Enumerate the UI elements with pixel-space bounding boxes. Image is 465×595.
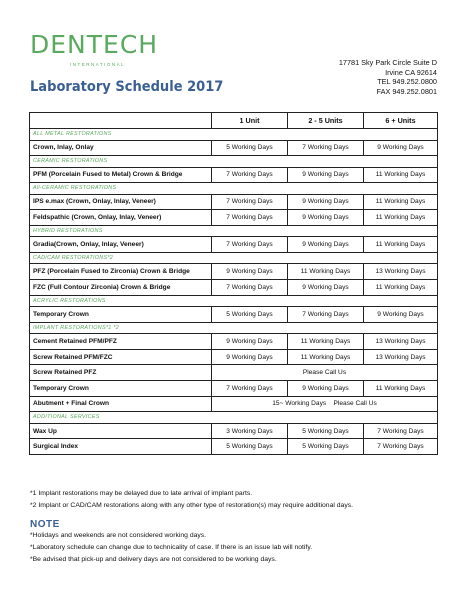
turnaround-cell: 3 Working Days [212, 423, 288, 439]
turnaround-cell: 7 Working Days [212, 210, 288, 226]
category-label: IMPLANT RESTORATIONS*1 *2 [30, 322, 438, 334]
footnote-1: *1 Implant restorations may be delayed due to late arrival of implant parts. [30, 490, 253, 497]
turnaround-cell: 13 Working Days [364, 334, 438, 350]
table-row [30, 167, 438, 183]
turnaround-cell: 11 Working Days [364, 194, 438, 210]
header-cell: 2 - 5 Units [288, 113, 364, 129]
service-name: PFM (Porcelain Fused to Metal) Crown & Bridge [30, 167, 212, 183]
category-label: ADDITIONAL SERVICES [30, 412, 438, 424]
category-label: ACRYLIC RESTORATIONS [30, 295, 438, 307]
footnote-2: *2 Implant or CAD/CAM restorations along with any other type of restoration(s) may require additional days. [30, 502, 354, 509]
service-name: Temporary Crown [30, 307, 212, 323]
table-row [30, 396, 438, 412]
service-name: Abutment + Final Crown [30, 396, 212, 412]
turnaround-cell: 11 Working Days [288, 349, 364, 365]
header-row [30, 113, 438, 129]
turnaround-cell: 9 Working Days [288, 167, 364, 183]
address-fax: FAX 949.252.0801 [376, 86, 437, 96]
note-heading: NOTE [30, 519, 60, 530]
category-label: ALL METAL RESTORATIONS [30, 129, 438, 141]
table-row [30, 210, 438, 226]
service-name: Crown, Inlay, Onlay [30, 140, 212, 156]
address-line: 17781 Sky Park Circle Suite D [338, 58, 437, 67]
service-name: Temporary Crown [30, 381, 212, 397]
turnaround-cell: 7 Working Days [212, 280, 288, 296]
dentech-logo [30, 30, 159, 78]
address-tel: TEL 949.252.0800 [377, 77, 437, 86]
category-row [30, 129, 438, 141]
turnaround-cell: 11 Working Days [364, 167, 438, 183]
turnaround-cell: 9 Working Days [288, 237, 364, 253]
table-row [30, 439, 438, 455]
table-row [30, 194, 438, 210]
category-label: CAD/CAM RESTORATIONS*2 [30, 252, 438, 264]
service-name: Gradia(Crown, Onlay, Inlay, Veneer) [30, 237, 212, 253]
turnaround-cell: 7 Working Days [364, 439, 438, 455]
turnaround-cell: 9 Working Days [288, 194, 364, 210]
turnaround-cell: 5 Working Days [288, 439, 364, 455]
turnaround-cell: 11 Working Days [288, 264, 364, 280]
category-row [30, 156, 438, 168]
category-row [30, 252, 438, 264]
table-row [30, 237, 438, 253]
turnaround-cell: 7 Working Days [212, 381, 288, 397]
schedule-table [29, 112, 438, 455]
address-city: Irvine CA 92614 [385, 67, 437, 77]
service-name: Screw Retained PFZ [30, 365, 212, 381]
service-name: IPS e.max (Crown, Onlay, Inlay, Veneer) [30, 194, 212, 210]
header-cell: 1 Unit [212, 113, 288, 129]
table-row [30, 334, 438, 350]
turnaround-cell: 5 Working Days [288, 423, 364, 439]
service-name: PFZ (Porcelain Fused to Zirconia) Crown & Bridge [30, 264, 212, 280]
table-row [30, 365, 438, 381]
table-row [30, 349, 438, 365]
turnaround-cell: 9 Working Days [288, 381, 364, 397]
service-name: FZC (Full Contour Zirconia) Crown & Bridge [30, 280, 212, 296]
logo-subtitle: INTERNATIONAL [70, 62, 126, 67]
turnaround-cell: 11 Working Days [364, 210, 438, 226]
category-row [30, 183, 438, 195]
turnaround-cell: 9 Working Days [212, 349, 288, 365]
logo-wordmark: DENTECH [30, 30, 159, 59]
service-name: Surgical Index [30, 439, 212, 455]
service-name: Wax Up [30, 423, 212, 439]
turnaround-cell: 7 Working Days [288, 307, 364, 323]
address-block [339, 58, 437, 96]
category-row [30, 225, 438, 237]
table-row [30, 264, 438, 280]
turnaround-cell: 11 Working Days [364, 237, 438, 253]
schedule-note: 15~ Working Days Please Call Us [212, 396, 438, 412]
turnaround-cell: 7 Working Days [212, 167, 288, 183]
table-row [30, 280, 438, 296]
category-label: HYBRID RESTORATIONS [30, 225, 438, 237]
table-row [30, 423, 438, 439]
turnaround-cell: 5 Working Days [212, 439, 288, 455]
turnaround-cell: 9 Working Days [212, 334, 288, 350]
turnaround-cell: 11 Working Days [364, 381, 438, 397]
service-name: Feldspathic (Crown, Onlay, Inlay, Veneer) [30, 210, 212, 226]
table-row [30, 140, 438, 156]
note-line: *Laboratory schedule can change due to technicality of case. If there is an issue lab will notify. [30, 544, 313, 551]
turnaround-cell: 7 Working Days [212, 194, 288, 210]
note-line: *Be advised that pick-up and delivery days are not considered to be working days. [30, 556, 277, 563]
turnaround-cell: 5 Working Days [212, 307, 288, 323]
page-title: Laboratory Schedule 2017 [30, 79, 224, 95]
turnaround-cell: 9 Working Days [212, 264, 288, 280]
turnaround-cell: 13 Working Days [364, 349, 438, 365]
category-label: All-CERAMIC RESTORATIONS [30, 183, 438, 195]
header-cell: 6 + Units [364, 113, 438, 129]
turnaround-cell: 5 Working Days [212, 140, 288, 156]
turnaround-cell: 7 Working Days [212, 237, 288, 253]
turnaround-cell: 9 Working Days [364, 140, 438, 156]
category-label: CERAMIC RESTORATIONS [30, 156, 438, 168]
turnaround-cell: 7 Working Days [364, 423, 438, 439]
category-row [30, 295, 438, 307]
turnaround-cell: 9 Working Days [288, 210, 364, 226]
turnaround-cell: 7 Working Days [288, 140, 364, 156]
service-name: Screw Retained PFM/FZC [30, 349, 212, 365]
table-row [30, 381, 438, 397]
schedule-note: Please Call Us [212, 365, 438, 381]
category-row [30, 322, 438, 334]
turnaround-cell: 11 Working Days [364, 280, 438, 296]
service-name: Cement Retained PFM/PFZ [30, 334, 212, 350]
category-row [30, 412, 438, 424]
turnaround-cell: 11 Working Days [288, 334, 364, 350]
turnaround-cell: 9 Working Days [364, 307, 438, 323]
note-line: *Holidays and weekends are not considered working days. [30, 532, 207, 539]
table-row [30, 307, 438, 323]
turnaround-cell: 13 Working Days [364, 264, 438, 280]
header-cell [30, 113, 212, 129]
turnaround-cell: 9 Working Days [288, 280, 364, 296]
